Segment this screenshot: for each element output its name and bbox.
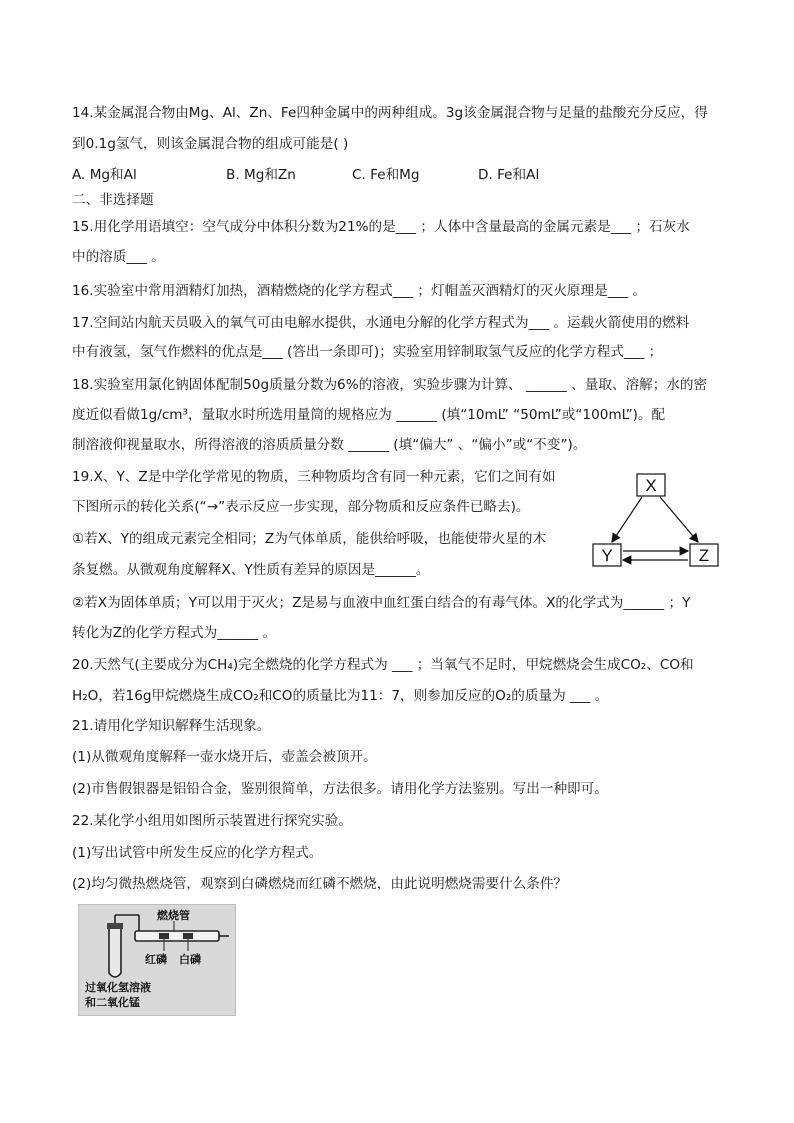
q15-line-1: 15.用化学用语填空：空气成分中体积分数为21%的是___ ；人体中含量最高的金属元素是___ ；石灰水 [72,219,690,235]
q19-line-3: ①若X、Y的组成元素完全相同；Z为气体单质，能供给呼吸，也能使带火星的木 [72,531,547,547]
conversion-diagram [590,470,725,570]
tube-stopper [107,923,123,929]
q19-line-2: 下图所示的转化关系(“→”表示反应一步实现，部分物质和反应条件已略去)。 [72,499,530,515]
q17-line-2: 中有液氢，氢气作燃料的优点是___ (答出一条即可)；实验室用锌制取氢气反应的化学方程式___ ； [72,344,663,360]
q22-line-1: 22.某化学小组用如图所示装置进行探究实验。 [72,813,352,829]
q19-line-6: 转化为Z的化学方程式为______ 。 [72,625,276,641]
q14-line-2: 到0.1g氢气，则该金属混合物的组成可能是( ) [72,136,349,152]
q19-line-5: ②若X为固体单质；Y可以用于灭火；Z是易与血液中血红蛋白结合的有毒气体。X的化学式为______ ；Y [72,595,691,611]
apparatus-drawing [79,905,235,1015]
q14-option-b: B. Mg和Zn [226,167,296,183]
q22-line-3: (2)均匀微热燃烧管，观察到白磷燃烧而红磷不燃烧，由此说明燃烧需要什么条件？ [72,876,568,892]
q21-line-3: (2)市售假银器是铝铅合金，鉴别很简单，方法很多。请用化学方法鉴别。写出一种即可。 [72,781,608,797]
q14-line-1: 14.某金属混合物由Mg、Al、Zn、Fe四种金属中的两种组成。3g该金属混合物与足量的盐酸充分反应，得 [72,105,708,121]
test-tube [109,927,121,977]
node-y-label: Y [601,546,613,565]
reagent-label-1: 过氧化氢溶液 [85,981,151,994]
combustion-tube [135,931,219,941]
white-phosphorus-sample [183,933,193,939]
q15-line-2: 中的溶质___ 。 [72,249,165,265]
q20-line-2: H₂O，若16g甲烷燃烧生成CO₂和CO的质量比为11：7，则参加反应的O₂的质量为 ___ 。 [72,688,609,704]
q17-line-1: 17.空间站内航天员吸入的氧气可由电解水提供，水通电分解的化学方程式为___ 。运载火箭使用的燃料 [72,315,690,331]
arrow-x-to-y [612,497,642,542]
node-x-label: X [645,476,657,495]
node-z-label: Z [698,546,710,565]
tube-label: 燃烧管 [157,909,190,922]
q18-line-3: 制溶液仰视量取水，所得溶液的溶质质量分数 ______ (填“偏大” 、“偏小”或“不变”)。 [72,437,587,453]
arrow-x-to-z [660,497,698,542]
white-phosphorus-label: 白磷 [179,953,201,966]
q19-line-1: 19.X、Y、Z是中学化学常见的物质，三种物质均含有同一种元素，它们之间有如 [72,469,556,485]
q14-option-d: D. Fe和Al [478,167,540,183]
q19-line-4: 条复燃。从微观角度解释X、Y性质有差异的原因是______。 [72,562,430,578]
red-phosphorus-sample [159,933,169,939]
q16-line-1: 16.实验室中常用酒精灯加热，酒精燃烧的化学方程式___ ；灯帽盖灭酒精灯的灭火原理是___ 。 [72,283,647,299]
q21-line-2: (1)从微观角度解释一壶水烧开后，壶盖会被顶开。 [72,749,377,765]
q14-option-a: A. Mg和Al [72,167,137,183]
q22-line-2: (1)写出试管中所发生反应的化学方程式。 [72,845,323,861]
q18-line-1: 18.实验室用氯化钠固体配制50g质量分数为6%的溶液，实验步骤为计算、 ______ 、量取、溶解；水的密 [72,377,708,393]
q21-line-1: 21.请用化学知识解释生活现象。 [72,718,271,734]
reagent-label-2: 和二氧化锰 [85,996,140,1009]
section-title: 二、非选择题 [72,192,154,208]
q18-line-2: 度近似看做1g/cm³，量取水时所选用量筒的规格应为 ______ (填“10mL” “50mL”或“100mL”)。配 [72,407,666,423]
q14-option-c: C. Fe和Mg [352,167,420,183]
q20-line-1: 20.天然气(主要成分为CH₄)完全燃烧的化学方程式为 ___ ；当氧气不足时，甲烷燃烧会生成CO₂、CO和 [72,657,694,673]
red-phosphorus-label: 红磷 [145,953,167,966]
apparatus-figure [78,904,236,1016]
